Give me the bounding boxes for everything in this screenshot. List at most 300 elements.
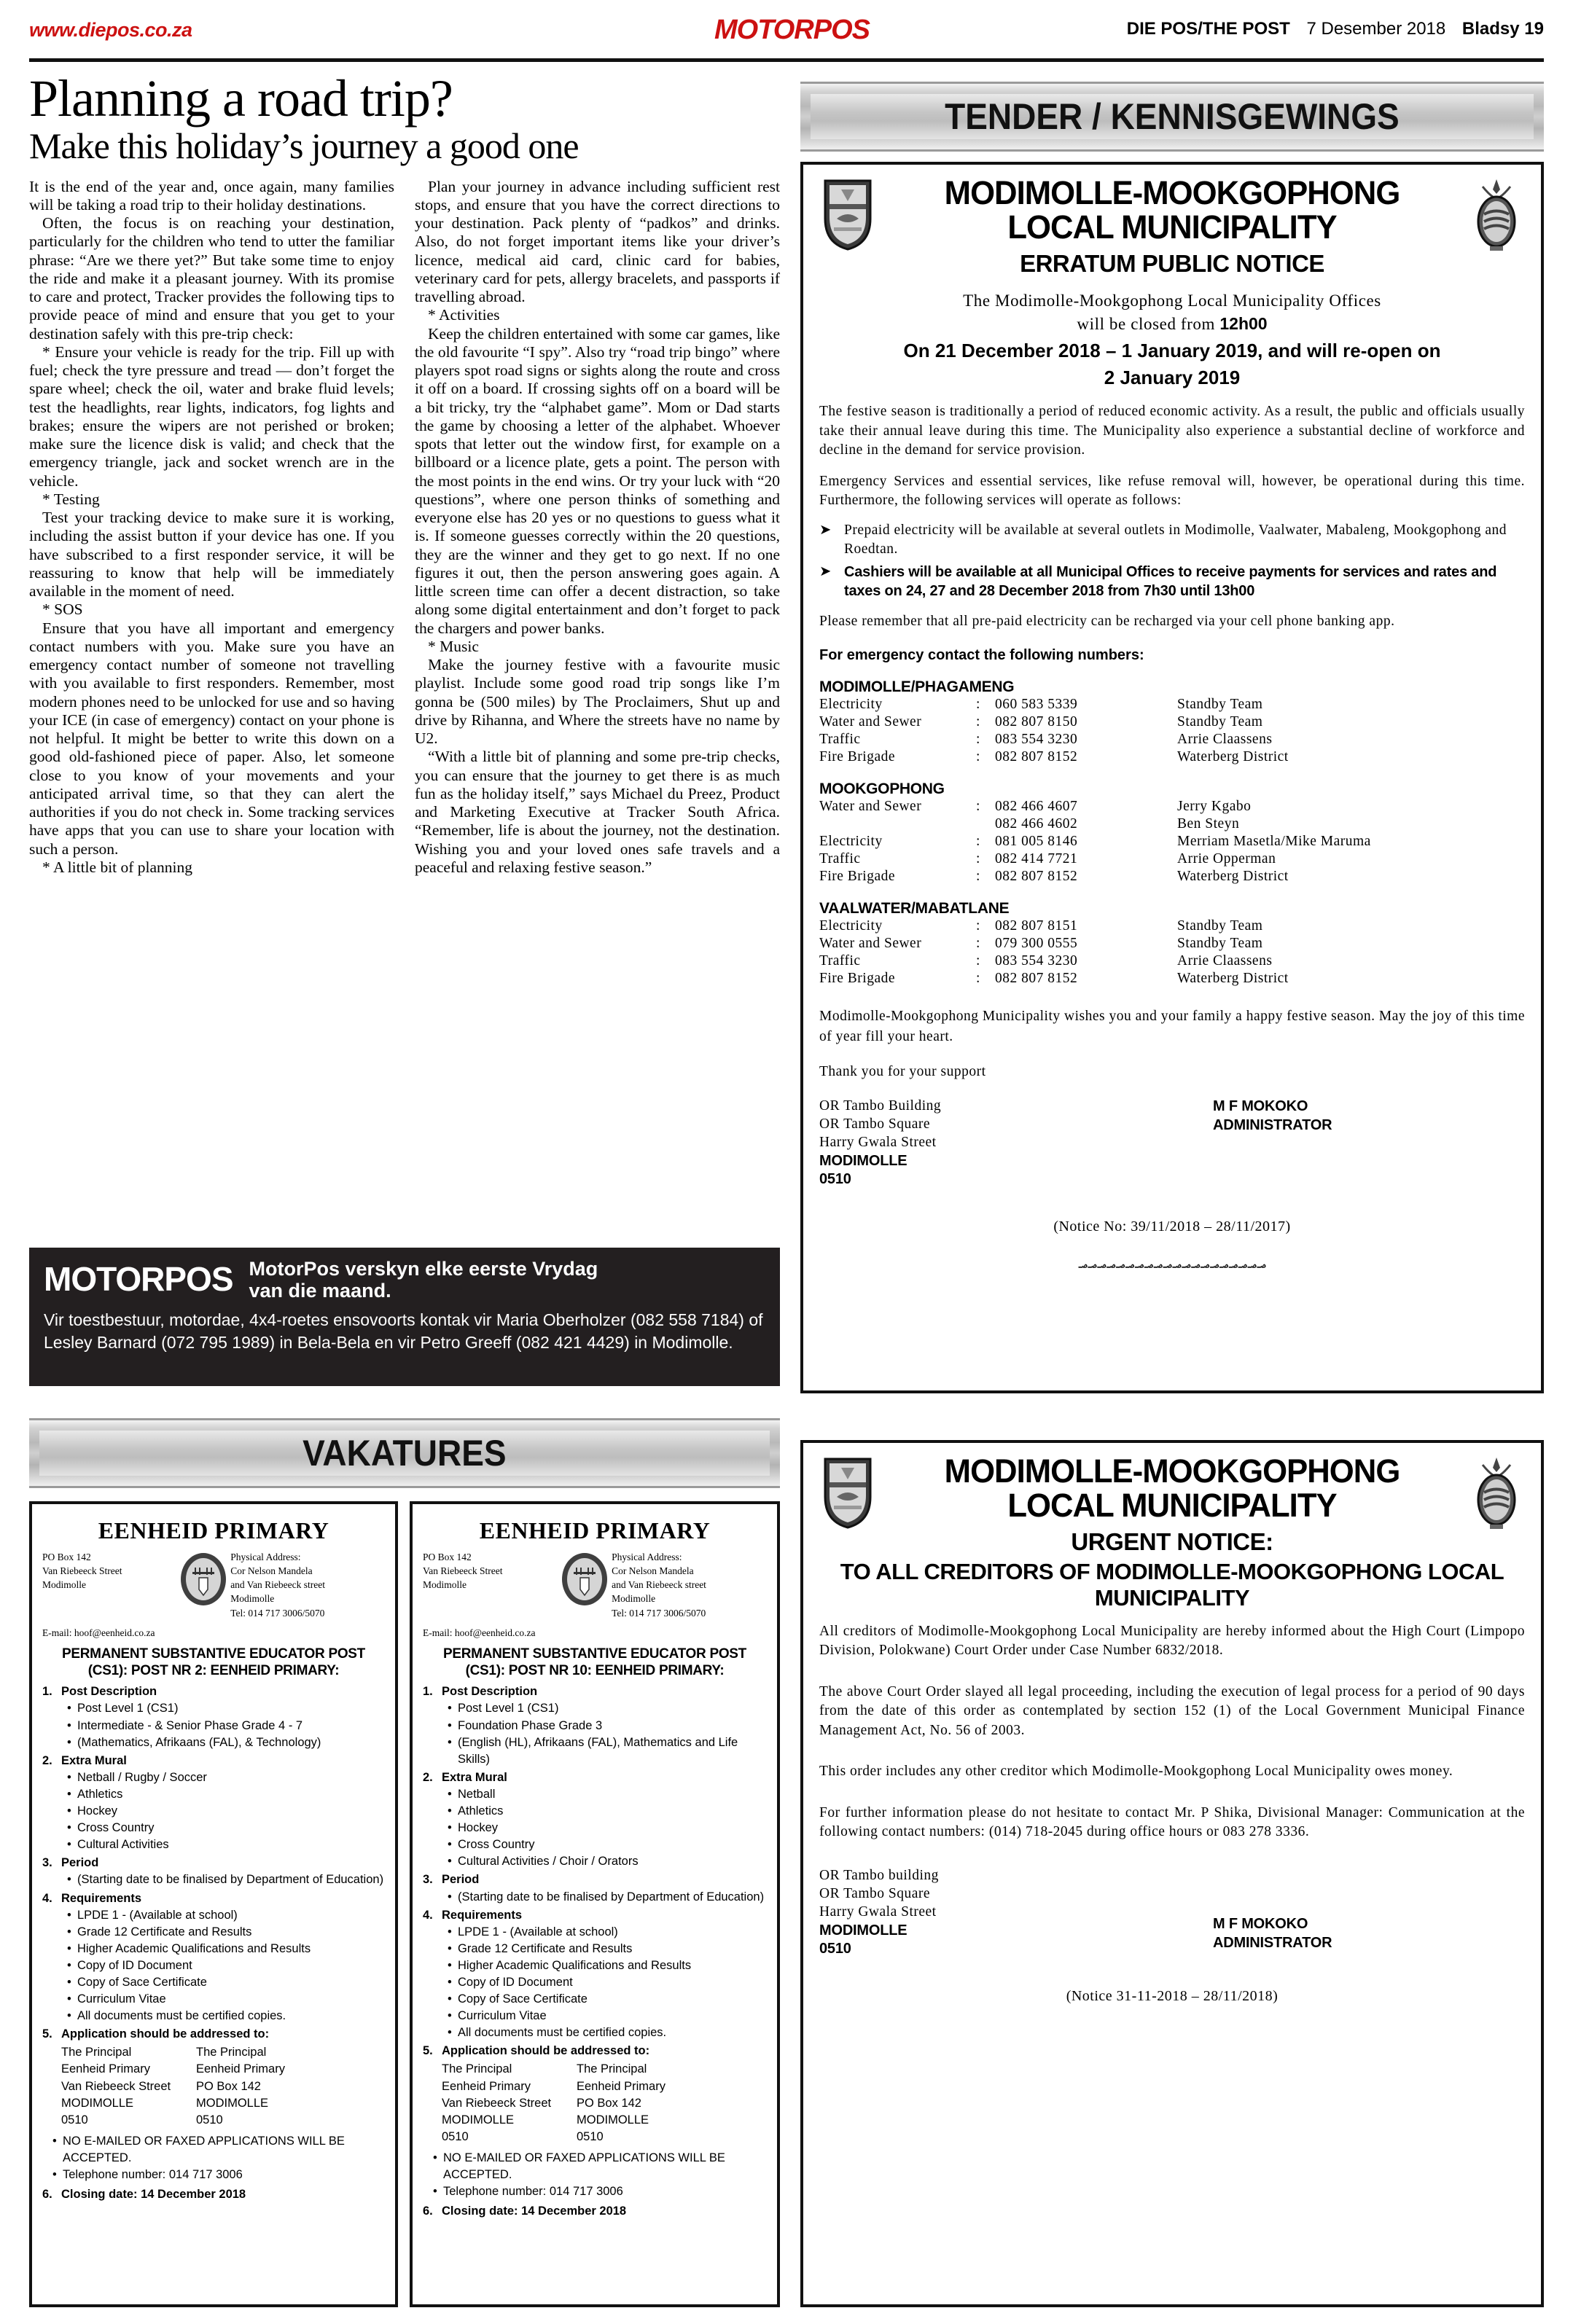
article-paragraph: Often, the focus is on reaching your destination, particularly for the children who tend to utter the familiar phrase: “Are we there yet?” But take some time to enjoy the ride and make it a pleasant journey. With its promise to care and protect, Tracker provides the following tips to provide peace of mind and ensure that you get to your destination safely with this pre-trip check: [29, 214, 394, 343]
section-number: 5. [42, 2027, 52, 2041]
address-line: PO Box 142 [42, 1552, 91, 1562]
thanks-text: Thank you for your support [819, 1063, 986, 1079]
list-item [448, 1853, 767, 1870]
list-item-text: Hockey [77, 1804, 118, 1818]
notice-header [819, 1452, 1525, 1556]
section-label: Extra Mural [61, 1753, 127, 1767]
list-item [42, 2167, 385, 2183]
service-name: Water and Sewer [819, 799, 922, 815]
list-item [67, 1974, 385, 1991]
masthead-meta [1127, 19, 1544, 39]
article-paragraph: * Ensure your vehicle is ready for the trip. Fill up with fuel; check the tyre pressure and tread — don’t forget the spare wheel; check the oil, water and brake fluid levels; test the headlights, rear lights, indicators, fog lights and brakes; ensure the wipers are not perished or broken; make sure the licence disk is valid; and check that the emergency triangle, jack and socket wrench are in the vehicle. [29, 343, 394, 490]
list-item [448, 1786, 767, 1803]
banner-tender-kennisgewings [800, 82, 1544, 152]
signatory-block [1213, 1915, 1332, 1952]
section-number: 1. [423, 1685, 433, 1699]
table-row [819, 815, 1525, 833]
list-item-text: Curriculum Vitae [458, 2009, 547, 2023]
contact-table [819, 918, 1525, 987]
list-item-text: Copy of ID Document [458, 1975, 573, 1989]
separator: : [976, 834, 980, 850]
contact-person: Standby Team [1177, 697, 1263, 713]
address-line: Modimolle [42, 1579, 86, 1591]
area-name: VAALWATER/MABATLANE [819, 900, 1010, 918]
section-heading [423, 1683, 767, 1700]
list-item-text: Cross Country [458, 1838, 535, 1852]
closing-date-row [42, 2186, 385, 2203]
bullet-icon: • [448, 1855, 452, 1869]
provincial-coat-of-arms-icon [1468, 1455, 1525, 1530]
notice-title-line3: ERRATUM PUBLIC NOTICE [1020, 249, 1324, 277]
table-row [819, 833, 1525, 850]
article-paragraph: It is the end of the year and, once again, many families will be taking a road trip to their holiday destinations. [29, 177, 394, 214]
table-row [819, 850, 1525, 868]
article-paragraph: Make the journey festive with a favourite music playlist. Include some good road trip songs like I’m gonna be (500 miles) by The Proclaimers, Shut up and drive by Rihanna, and Where the streets have no name by U2. [415, 656, 780, 748]
postal-address [423, 1550, 558, 1620]
list-item [67, 1700, 385, 1717]
service-name: Traffic [819, 851, 861, 867]
list-item [423, 2150, 767, 2183]
section-heading [423, 1871, 767, 1888]
list-item [448, 1941, 767, 1957]
bullet-icon: • [448, 2026, 452, 2040]
separator: : [976, 697, 980, 713]
section-number: 4. [42, 1891, 52, 1905]
bullet-icon: • [67, 1992, 71, 2006]
list-item [67, 1907, 385, 1924]
school-name: EENHEID PRIMARY [98, 1517, 329, 1544]
list-item [67, 1991, 385, 2008]
list-item-text: Higher Academic Qualifications and Results [77, 1941, 311, 1955]
list-item-text: Cross Country [77, 1821, 155, 1835]
area-name: MOOKGOPHONG [819, 780, 945, 798]
signatory-block [1213, 1098, 1332, 1135]
closure-line-2 [819, 313, 1525, 336]
notice-title-line4: TO ALL CREDITORS OF MODIMOLLE-MOOKGOPHONG LOCAL MUNICIPALITY [840, 1559, 1504, 1611]
list-item-text: (Starting date to be finalised by Department of Education) [77, 1873, 384, 1887]
bullet-icon: • [67, 1718, 71, 1732]
application-address-right [577, 2061, 767, 2145]
list-item [67, 1718, 385, 1734]
separator: : [976, 851, 980, 867]
article-paragraph: Ensure that you have all important and emergency contact numbers with you. Make sure you have an emergency contact number of someone not travelling with you available to first responders. Remember, most modern phones need to be unlocked for use and so having your ICE (in case of emergency) contact on your phone is not helpful. It might be better to write this down on a good old-fashioned piece of paper. Also, let someone close to you know of your movements and your anticipated arrival time, so that they can alert the authorities if you do not check in. Some tracking services have apps that you can use to share your location with such a person. [29, 619, 394, 858]
post-title: PERMANENT SUBSTANTIVE EDUCATOR POST (CS1): POST NR 2: EENHEID PRIMARY: [62, 1646, 365, 1678]
closing-date-text: Closing date: 14 December 2018 [442, 2204, 627, 2218]
section-heading [423, 1907, 767, 1924]
list-item [448, 1803, 767, 1820]
article-headline: Planning a road trip? [29, 69, 453, 128]
table-row [819, 952, 1525, 970]
bullet-icon: • [67, 1941, 71, 1955]
notice-urgent-creditors [800, 1440, 1544, 2307]
list-item [67, 1820, 385, 1836]
vacancy-ad-post-2 [29, 1501, 398, 2307]
address-line: The Principal [442, 2062, 512, 2076]
article-column-2 [415, 178, 780, 877]
list-item-text: Curriculum Vitae [77, 1992, 166, 2006]
list-item-text: Hockey [458, 1821, 499, 1835]
address-line: MODIMOLLE [577, 2113, 649, 2127]
website-url[interactable]: www.diepos.co.za [29, 19, 192, 41]
service-name: Electricity [819, 697, 883, 713]
article-column-1 [29, 178, 394, 877]
bullet-icon: • [67, 2009, 71, 2023]
article-paragraph: * Activities [428, 306, 500, 324]
post-title: PERMANENT SUBSTANTIVE EDUCATOR POST (CS1): POST NR 10: EENHEID PRIMARY: [443, 1646, 746, 1678]
service-name: Fire Brigade [819, 749, 896, 765]
service-name: Water and Sewer [819, 714, 922, 730]
list-item-text: Grade 12 Certificate and Results [458, 1941, 633, 1955]
article-paragraph: * A little bit of planning [42, 858, 193, 876]
address-line: PO Box 142 [196, 2079, 261, 2093]
list-item [448, 1718, 767, 1734]
notice-header [819, 176, 1525, 278]
list-item-text: Telephone number: 014 717 3006 [443, 2185, 623, 2199]
application-address-left [61, 2044, 196, 2128]
service-name: Water and Sewer [819, 936, 922, 952]
list-item [42, 2133, 385, 2167]
phone-number: 082 466 4602 [995, 816, 1078, 832]
phone-number: 083 554 3230 [995, 953, 1078, 969]
notice-bullet-list [819, 521, 1525, 600]
section-label: Period [61, 1856, 99, 1870]
masthead-rule [29, 58, 1544, 62]
contact-table [819, 798, 1525, 885]
article-columns [29, 178, 780, 877]
separator: : [976, 869, 980, 885]
list-item-text: Post Level 1 (CS1) [458, 1702, 559, 1715]
phone-number: 082 466 4607 [995, 799, 1078, 815]
notice-bullet [819, 521, 1525, 560]
section-label: Extra Mural [442, 1770, 507, 1784]
section-number: 6. [423, 2204, 433, 2218]
list-item-text: Cultural Activities / Choir / Orators [458, 1855, 639, 1869]
section-heading [42, 1753, 385, 1769]
bullet-icon: • [448, 1958, 452, 1972]
motorpos-logo: MOTORPOS [44, 1260, 233, 1298]
section-heading [42, 2026, 385, 2043]
contact-table [819, 696, 1525, 766]
bullet-icon: • [67, 1908, 71, 1922]
application-address-right [196, 2044, 385, 2128]
notice-title-line1: MODIMOLLE-MOOKGOPHONG [944, 174, 1400, 211]
phone-number: 082 807 8152 [995, 869, 1078, 885]
contact-person: Standby Team [1177, 936, 1263, 952]
address-line: OR Tambo building [819, 1867, 939, 1883]
notice-address-block [819, 1098, 1525, 1189]
section-label: Requirements [442, 1908, 523, 1922]
article-paragraph: * Music [428, 637, 479, 655]
signatory-role: ADMINISTRATOR [1213, 1116, 1332, 1133]
separator: : [976, 799, 980, 815]
section-number: 5. [423, 2044, 433, 2058]
list-item [448, 1924, 767, 1941]
contact-person: Arrie Claassens [1177, 953, 1273, 969]
bullet-icon: • [448, 1975, 452, 1989]
arrow-bullet-icon: ➤ [819, 563, 832, 579]
bullet-icon: • [448, 1890, 452, 1904]
separator [976, 815, 995, 833]
service-name: Fire Brigade [819, 869, 896, 885]
phone-number: 081 005 8146 [995, 834, 1078, 850]
phone-number: 082 807 8152 [995, 971, 1078, 987]
notice-address-block [819, 1867, 1525, 1959]
contact-person: Waterberg District [1177, 749, 1289, 765]
address-line: Van Riebeeck Street [42, 1565, 122, 1577]
address-line: Van Riebeeck Street [61, 2079, 171, 2093]
closure-line-4: 2 January 2019 [1104, 367, 1241, 389]
address-line: The Principal [196, 2046, 267, 2059]
bullet-icon: • [448, 1992, 452, 2006]
list-item [448, 1820, 767, 1836]
service-name: Electricity [819, 918, 883, 934]
list-item-text: LPDE 1 - (Available at school) [458, 1925, 618, 1938]
signatory-name: M F MOKOKO [1213, 1915, 1308, 1932]
contact-person: Ben Steyn [1177, 816, 1240, 832]
section-label: Post Description [61, 1685, 157, 1699]
bullet-icon: • [448, 1804, 452, 1818]
list-item-text: Copy of Sace Certificate [77, 1975, 207, 1989]
article-paragraph: Test your tracking device to make sure it is working, including the assist button if your device has one. If you have subscribed to a first responder service, it will be reassuring to know that help will be immediately available in the moment of need. [29, 509, 394, 600]
section-label: Application should be addressed to: [61, 2027, 270, 2041]
service-name: Traffic [819, 953, 861, 969]
address-line: Van Riebeeck Street [423, 1565, 503, 1577]
table-row [819, 935, 1525, 952]
separator: : [976, 936, 980, 952]
separator: : [976, 732, 980, 748]
list-item-text: Post Level 1 (CS1) [77, 1702, 179, 1715]
list-item [67, 2008, 385, 2024]
address-line: PO Box 142 [423, 1552, 472, 1562]
list-item [423, 2183, 767, 2200]
list-item-text: LPDE 1 - (Available at school) [77, 1908, 238, 1922]
list-item-text: (Starting date to be finalised by Department of Education) [458, 1890, 765, 1904]
list-item-text: Grade 12 Certificate and Results [77, 1925, 252, 1938]
motorpos-promo-ad [29, 1248, 780, 1386]
contact-person: Merriam Masetla/Mike Maruma [1177, 834, 1371, 850]
address-line: 0510 [61, 2113, 88, 2127]
closure-line-1: The Modimolle-Mookgophong Local Municipality Offices [963, 292, 1381, 310]
school-logo-icon [176, 1550, 230, 1620]
notice-closure-block [819, 289, 1525, 391]
list-item-text: (English (HL), Afrikaans (FAL), Mathematics and Life Skills) [458, 1735, 738, 1766]
table-row [819, 696, 1525, 713]
bullet-icon: • [448, 1718, 452, 1732]
section-number: 2. [42, 1753, 52, 1767]
area-block [819, 678, 1525, 766]
address-line: Eenheid Primary [577, 2079, 666, 2093]
article-paragraph: Keep the children entertained with some car games, like the old favourite “I spy”. Also try “road trip bingo” where players spot road signs or sights along the route and cross it off on a board. If crossing sights off on a board will be a bit tricky, try the “alphabet game”. Mom or Dad starts the game by choosing a letter of the alphabet. Whoever spots that letter out the window first, for example on a billboard or a licence plate, gets a point. The person with the most points in the end wins. Or try your luck with “20 questions”, where one person thinks of something and everyone else has 20 yes or no questions to guess what it is. If someone guesses correctly within the 20 questions, they are the winner and they get to go next. If no one figures it out, then the person answering goes again. A little screen time can offer a decent distraction, so take along some digital entertainment and don’t forget to pack the chargers and power banks. [415, 324, 780, 637]
address-line: The Principal [61, 2046, 132, 2059]
section-heading [423, 1769, 767, 1786]
area-name: MODIMOLLE/PHAGAMENG [819, 678, 1015, 696]
phone-number: 082 807 8152 [995, 749, 1078, 765]
arrow-bullet-icon: ➤ [819, 522, 832, 538]
address-town: MODIMOLLE [819, 1152, 908, 1169]
list-item [67, 1734, 385, 1751]
list-item [67, 1836, 385, 1853]
area-block [819, 780, 1525, 885]
notice-paragraph: Emergency Services and essential services, like refuse removal will, however, be operational during this time. Furthermore, the following services will operate as follows: [819, 473, 1525, 509]
school-contact-block [423, 1550, 767, 1620]
address-line: MODIMOLLE [61, 2096, 134, 2110]
address-line: 0510 [577, 2129, 604, 2143]
physical-address-label: Physical Address: [612, 1552, 682, 1562]
article-paragraph: Plan your journey in advance including sufficient rest stops, and ensure that you have the correct directions to your destination. Pack plenty of “padkos” and drinks. Also, do not forget important items like your driver’s licence, medical aid card, clinic card for babies, veterinary card for pets, allergy bracelets, and passports if travelling abroad. [415, 177, 780, 306]
section-masthead-title: MOTORPOS [714, 15, 870, 45]
article-subhead: Make this holiday’s journey a good one [29, 125, 579, 166]
section-number: 1. [42, 1685, 52, 1699]
list-item-text: Cultural Activities [77, 1838, 169, 1852]
section-number: 3. [423, 1873, 433, 1887]
list-item-text: All documents must be certified copies. [458, 2026, 667, 2040]
address-line: Van Riebeeck Street [442, 2096, 552, 2110]
closure-prefix: will be closed from [1077, 314, 1220, 333]
bullet-icon: • [52, 2134, 57, 2148]
application-notes [423, 2150, 767, 2200]
contact-person: Standby Team [1177, 918, 1263, 934]
address-line: Harry Gwala Street [819, 1134, 937, 1150]
phone-number: 082 414 7721 [995, 851, 1078, 867]
provincial-coat-of-arms-icon [1468, 176, 1525, 252]
list-item [448, 1836, 767, 1853]
motorpos-contact-text: Vir toestbestuur, motordae, 4x4-roetes ensovoorts kontak vir Maria Oberholzer (082 558 7184) of Lesley Barnard (072 795 1989) in Bela-Bela en vir Petro Greeff (082 421 4429) in Modimolle. [44, 1310, 763, 1352]
bullet-icon: • [433, 2185, 437, 2199]
vacancy-details [42, 1683, 385, 2203]
service-name: Fire Brigade [819, 971, 896, 987]
bullet-icon: • [67, 1804, 71, 1818]
physical-address [230, 1550, 385, 1620]
physical-address [612, 1550, 767, 1620]
bullet-icon: • [67, 1702, 71, 1715]
bullet-icon: • [448, 2009, 452, 2023]
school-email[interactable]: E-mail: hoof@eenheid.co.za [42, 1627, 155, 1638]
notice-bullet-text: Cashiers will be available at all Municipal Offices to receive payments for services and rates and taxes on 24, 27 and 28 December 2018 from 7h30 until 13h00 [844, 563, 1497, 599]
address-line: Harry Gwala Street [819, 1904, 937, 1920]
notice-reference-number: (Notice 31-11-2018 – 28/11/2018) [1066, 1988, 1279, 2004]
address-town: MODIMOLLE [819, 1922, 908, 1938]
signatory-role: ADMINISTRATOR [1213, 1934, 1332, 1951]
address-line: OR Tambo Square [819, 1885, 931, 1901]
address-line: OR Tambo Square [819, 1116, 931, 1132]
list-item [448, 1991, 767, 2008]
banner-label: TENDER / KENNISGEWINGS [945, 96, 1400, 137]
address-line: MODIMOLLE [442, 2113, 515, 2127]
service-name [819, 815, 976, 833]
article-paragraph: * Testing [42, 490, 100, 508]
list-item [448, 2024, 767, 2041]
list-item-text: Foundation Phase Grade 3 [458, 1718, 603, 1732]
contact-person: Standby Team [1177, 714, 1263, 730]
bullet-icon: • [448, 1787, 452, 1801]
address-line: PO Box 142 [577, 2096, 641, 2110]
phone-number: 082 807 8150 [995, 714, 1078, 730]
notice-paragraph: The above Court Order slayed all legal proceeding, including the execution of legal process for a period of 90 days from the date of this order as contemplated by section 152 (1) of the Local Government Municipal Finance Management Act, No. 56 of 2003. [819, 1683, 1525, 1738]
address-line: Modimolle [612, 1593, 656, 1605]
notice-paragraph: For further information please do not hesitate to contact Mr. P Shika, Divisional Manager: Communication at the following contact numbers: (014) 718-2045 during office hours or 083 278 3336. [819, 1804, 1525, 1840]
contact-person: Waterberg District [1177, 869, 1289, 885]
application-notes [42, 2133, 385, 2183]
section-number: 3. [42, 1856, 52, 1870]
list-item [448, 2008, 767, 2024]
school-telephone: Tel: 014 717 3006/5070 [612, 1607, 706, 1619]
area-block [819, 900, 1525, 987]
publication-name: DIE POS/THE POST [1126, 19, 1290, 39]
list-item [67, 1803, 385, 1820]
notice-bullet-text: Prepaid electricity will be available at several outlets in Modimolle, Vaalwater, Mabaleng, Mookgophong and Roedtan. [844, 522, 1507, 557]
table-row [819, 713, 1525, 731]
address-line: Modimolle [230, 1593, 275, 1605]
section-number: 6. [42, 2188, 52, 2202]
school-email[interactable]: E-mail: hoof@eenheid.co.za [423, 1627, 536, 1638]
table-row [819, 970, 1525, 987]
address-postcode: 0510 [819, 1941, 851, 1957]
list-item-text: NO E-MAILED OR FAXED APPLICATIONS WILL BE ACCEPTED. [443, 2151, 725, 2181]
section-number: 4. [423, 1908, 433, 1922]
notice-title-line3: URGENT NOTICE: [1071, 1527, 1273, 1555]
address-line: and Van Riebeeck street [230, 1579, 326, 1591]
page-number: Bladsy 19 [1461, 19, 1544, 39]
banner-label: VAKATURES [302, 1433, 507, 1474]
school-logo-icon [558, 1550, 612, 1620]
notice-title-line1: MODIMOLLE-MOOKGOPHONG [944, 1452, 1400, 1490]
bullet-icon: • [67, 1975, 71, 1989]
bullet-icon: • [433, 2151, 437, 2164]
motorpos-tagline: MotorPos verskyn elke eerste Vrydag van die maand. [249, 1258, 598, 1302]
physical-address-label: Physical Address: [230, 1552, 301, 1562]
bullet-icon: • [448, 1702, 452, 1715]
bullet-icon: • [67, 1873, 71, 1887]
list-item-text: Telephone number: 014 717 3006 [63, 2168, 243, 2181]
list-item-text: All documents must be certified copies. [77, 2009, 286, 2023]
service-name: Electricity [819, 834, 883, 850]
list-item-text: Netball [458, 1787, 496, 1801]
phone-number: 083 554 3230 [995, 732, 1078, 748]
list-item [67, 1924, 385, 1941]
notice-paragraph: Please remember that all pre-paid electricity can be recharged via your cell phone banking app. [819, 613, 1395, 629]
list-item [448, 1957, 767, 1974]
list-item-text: NO E-MAILED OR FAXED APPLICATIONS WILL BE ACCEPTED. [63, 2134, 345, 2164]
phone-number: 060 583 5339 [995, 697, 1078, 713]
motorpos-ad-top [44, 1258, 765, 1302]
article-paragraph: * SOS [42, 600, 83, 619]
list-item-text: Copy of Sace Certificate [458, 1992, 588, 2006]
list-item [67, 1941, 385, 1957]
school-contact-block [42, 1550, 385, 1620]
list-item [67, 1786, 385, 1803]
festive-wish-text: Modimolle-Mookgophong Municipality wishes you and your family a happy festive season. May the joy of this time of year fill your heart. [819, 1009, 1525, 1044]
application-addresses [61, 2044, 385, 2128]
section-label: Requirements [61, 1891, 142, 1905]
contact-person: Arrie Claassens [1177, 732, 1273, 748]
address-line: MODIMOLLE [196, 2096, 269, 2110]
notice-bullet [819, 563, 1525, 600]
bullet-icon: • [67, 1821, 71, 1835]
bullet-icon: • [67, 1787, 71, 1801]
vacancy-ad-post-10 [410, 1501, 780, 2307]
closing-date-row [423, 2203, 767, 2220]
closure-time: 12h00 [1219, 313, 1268, 333]
section-label: Period [442, 1873, 480, 1887]
section-heading [42, 1890, 385, 1907]
school-name: EENHEID PRIMARY [479, 1517, 711, 1544]
bullet-icon: • [67, 1770, 71, 1784]
bullet-icon: • [448, 1941, 452, 1955]
vacancy-details [423, 1683, 767, 2220]
application-address-left [442, 2061, 577, 2145]
section-heading [423, 2043, 767, 2059]
notice-title-line2: LOCAL MUNICIPALITY [1007, 1486, 1337, 1524]
